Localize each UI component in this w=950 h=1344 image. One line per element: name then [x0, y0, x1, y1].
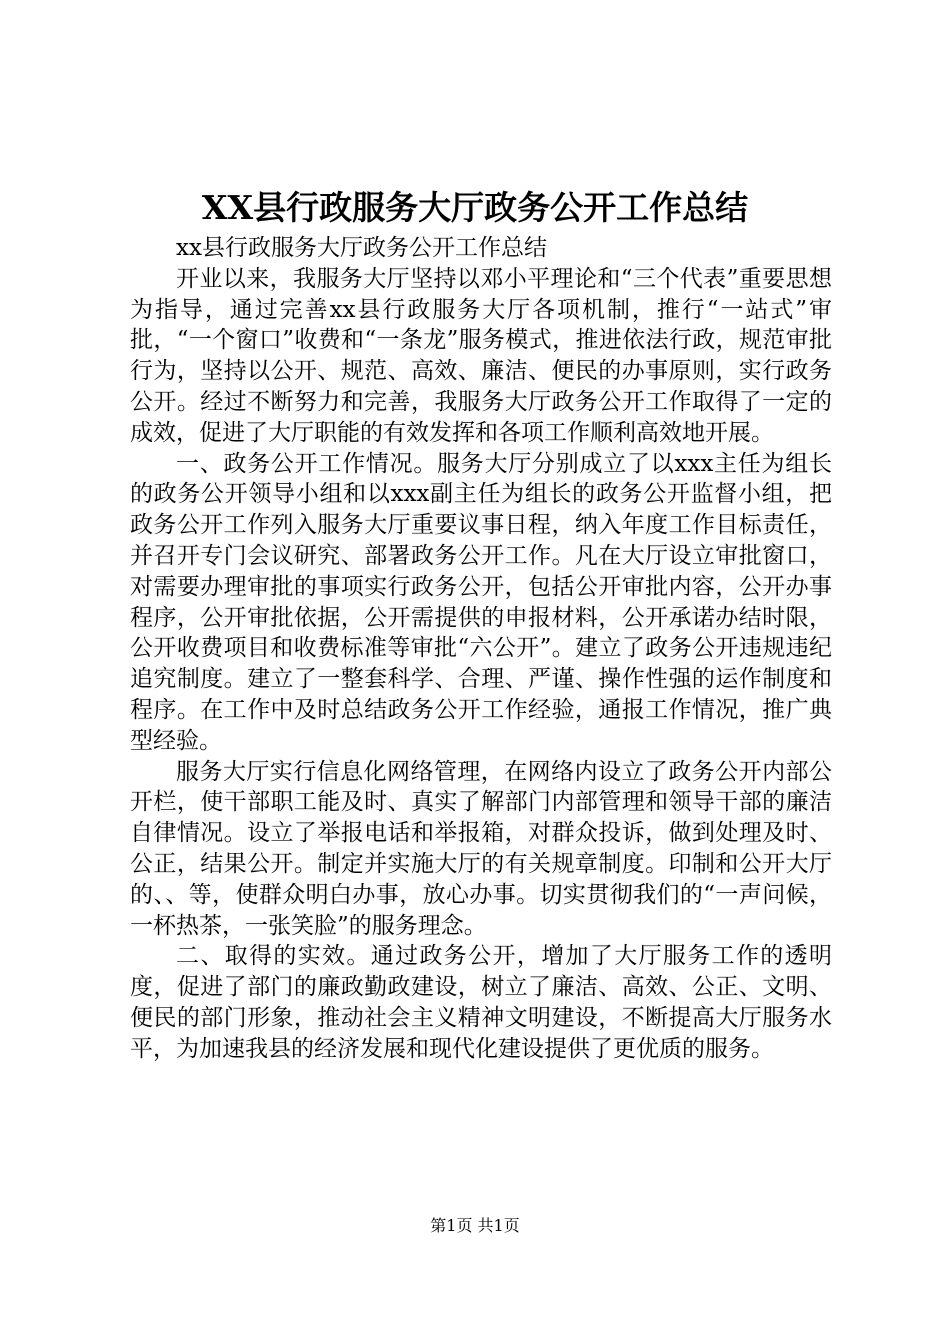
document-body	[130, 233, 832, 1065]
intro-paragraph: 开业以来，我服务大厅坚持以邓小平理论和“三个代表”重要思想为指导，通过完善xx县行政服务大厅各项机制，推行“一站式”审批，“一个窗口”收费和“一条龙”服务模式，推进依法行政，规范审批行为，坚持以公开、规范、高效、廉洁、便民的办事原则，实行政务公开。经过不断努力和完善，我服务大厅政务公开工作取得了一定的成效，促进了大厅职能的有效发挥和各项工作顺利高效地开展。	[130, 265, 832, 446]
section-one-paragraph: 一、政务公开工作情况。服务大厅分别成立了以xxx主任为组长的政务公开领导小组和以xxx副主任为组长的政务公开监督小组，把政务公开工作列入服务大厅重要议事日程，纳入年度工作目标责任，并召开专门会议研究、部署政务公开工作。凡在大厅设立审批窗口，对需要办理审批的事项实行政务公开，包括公开审批内容，公开办事程序，公开审批依据，公开需提供的申报材料，公开承诺办结时限，公开收费项目和收费标准等审批“六公开”。建立了政务公开违规违纪追究制度。建立了一整套科学、合理、严谨、操作性强的运作制度和程序。在工作中及时总结政务公开工作经验，通报工作情况，推广典型经验。	[130, 450, 832, 754]
section-two-paragraph: 二、取得的实效。通过政务公开，增加了大厅服务工作的透明度，促进了部门的廉政勤政建设，树立了廉洁、高效、公正、文明、便民的部门形象，推动社会主义精神文明建设，不断提高大厅服务水平，为加速我县的经济发展和现代化建设提供了更优质的服务。	[130, 943, 832, 1062]
page-footer: 第1页 共1页	[430, 1216, 520, 1235]
network-management-paragraph: 服务大厅实行信息化网络管理，在网络内设立了政务公开内部公开栏，使干部职工能及时、真实了解部门内部管理和领导干部的廉洁自律情况。设立了举报电话和举报箱，对群众投诉，做到处理及时、公正，结果公开。制定并实施大厅的有关规章制度。印制和公开大厅的、、等，使群众明白办事，放心办事。切实贯彻我们的“一声问候，一杯热茶，一张笑脸”的服务理念。	[130, 758, 832, 939]
subtitle-paragraph: xx县行政服务大厅政务公开工作总结	[176, 235, 547, 261]
document-title: XX县行政服务大厅政务公开工作总结	[201, 188, 749, 227]
